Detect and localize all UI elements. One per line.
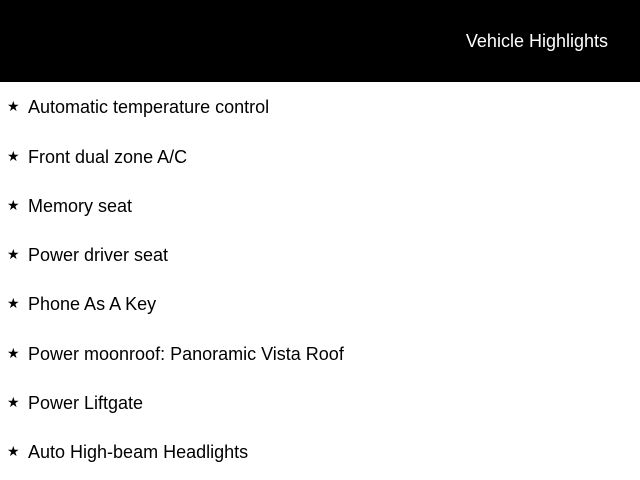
highlight-label: Auto High-beam Headlights <box>28 442 249 462</box>
star-icon: ★ <box>7 148 20 164</box>
list-item <box>0 440 640 464</box>
list-item <box>0 391 640 415</box>
star-icon: ★ <box>7 197 20 213</box>
star-icon: ★ <box>7 345 20 361</box>
star-icon: ★ <box>7 394 20 410</box>
highlight-label: Memory seat <box>28 196 133 216</box>
highlight-label: Power moonroof: Panoramic Vista Roof <box>28 344 344 364</box>
header-banner <box>0 0 640 82</box>
list-item <box>0 243 640 267</box>
list-item <box>0 342 640 366</box>
list-item <box>0 194 640 218</box>
star-icon: ★ <box>7 295 20 311</box>
highlight-label: Phone As A Key <box>28 294 157 314</box>
star-icon: ★ <box>7 246 20 262</box>
list-item <box>0 292 640 316</box>
highlight-label: Automatic temperature control <box>28 97 270 117</box>
highlight-label: Power Liftgate <box>28 393 144 413</box>
star-icon: ★ <box>7 443 20 459</box>
list-item <box>0 95 640 119</box>
list-item <box>0 145 640 169</box>
highlight-label: Power driver seat <box>28 245 169 265</box>
highlight-label: Front dual zone A/C <box>28 147 188 167</box>
page-title: Vehicle Highlights <box>465 31 608 51</box>
star-icon: ★ <box>7 98 20 114</box>
